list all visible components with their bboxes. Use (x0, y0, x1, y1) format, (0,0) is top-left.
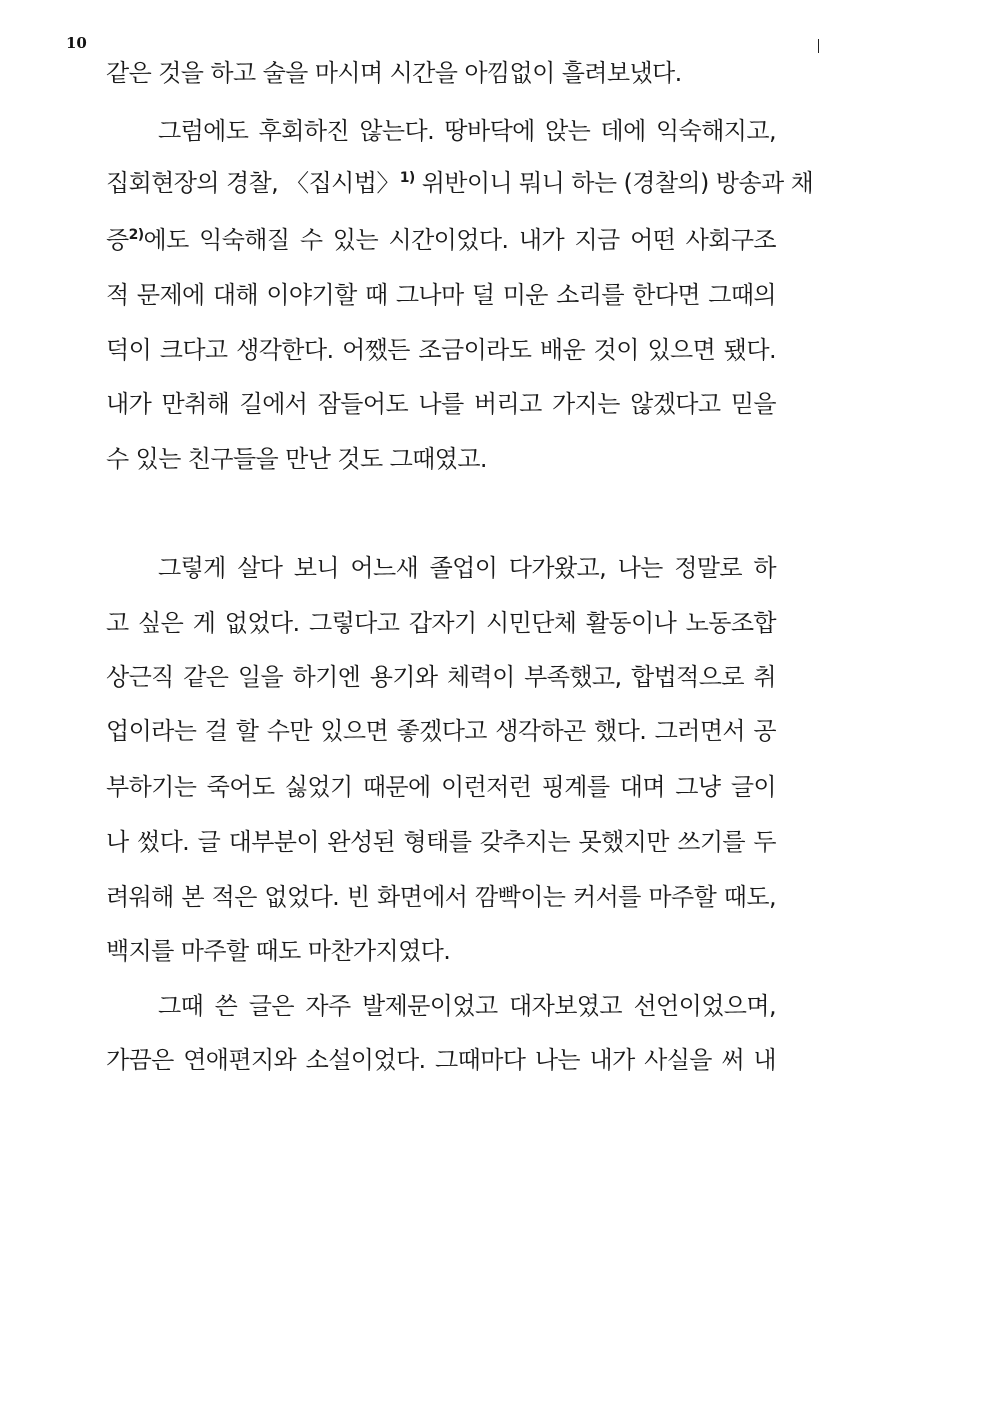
footnote-marker-1: 1) (399, 170, 415, 186)
text-line-1: 같은 것을 하고 술을 마시며 시간을 아낌없이 흘려보냈다. (106, 59, 682, 87)
text-line-16: 백지를 마주할 때도 마찬가지였다. (106, 937, 451, 965)
text-line-9: 그렇게 살다 보니 어느새 졸업이 다가왔고, 나는 정말로 하 (158, 554, 776, 582)
text-line-4 (106, 223, 776, 257)
text-line-3 (106, 166, 814, 200)
text-line-18: 가끔은 연애편지와 소설이었다. 그때마다 나는 내가 사실을 써 내 (106, 1046, 776, 1074)
text-line-3-start: 집회현장의 경찰, 〈집시법〉 (106, 169, 400, 197)
text-line-13: 부하기는 죽어도 싫었기 때문에 이런저런 핑계를 대며 그냥 글이 (106, 773, 776, 801)
footnote-marker-2: 2) (128, 227, 144, 243)
text-line-4-start: 증 (106, 226, 129, 254)
text-line-15: 려워해 본 적은 없었다. 빈 화면에서 깜빡이는 커서를 마주할 때도, (106, 883, 776, 911)
text-line-7: 내가 만취해 길에서 잠들어도 나를 버리고 가지는 않겠다고 믿을 (106, 390, 776, 418)
text-line-11: 상근직 같은 일을 하기엔 용기와 체력이 부족했고, 합법적으로 취 (106, 663, 776, 691)
text-line-17: 그때 쓴 글은 자주 발제문이었고 대자보였고 선언이었으며, (158, 992, 776, 1020)
text-line-5: 적 문제에 대해 이야기할 때 그나마 덜 미운 소리를 한다면 그때의 (106, 281, 776, 309)
text-line-4-end: 에도 익숙해질 수 있는 시간이었다. 내가 지금 어떤 사회구조 (143, 226, 776, 254)
text-line-8: 수 있는 친구들을 만난 것도 그때였고. (106, 445, 487, 473)
header-mark (818, 39, 819, 53)
text-line-14: 나 썼다. 글 대부분이 완성된 형태를 갖추지는 못했지만 쓰기를 두 (106, 828, 776, 856)
text-line-10: 고 싶은 게 없었다. 그렇다고 갑자기 시민단체 활동이나 노동조합 (106, 609, 776, 637)
text-line-6: 덕이 크다고 생각한다. 어쨌든 조금이라도 배운 것이 있으면 됐다. (106, 336, 776, 364)
text-line-12: 업이라는 걸 할 수만 있으면 좋겠다고 생각하곤 했다. 그러면서 공 (106, 717, 776, 745)
text-line-2: 그럼에도 후회하진 않는다. 땅바닥에 앉는 데에 익숙해지고, (158, 117, 776, 145)
page-number: 10 (66, 34, 87, 52)
text-line-3-end: 위반이니 뭐니 하는 (경찰의) 방송과 채 (414, 169, 814, 197)
